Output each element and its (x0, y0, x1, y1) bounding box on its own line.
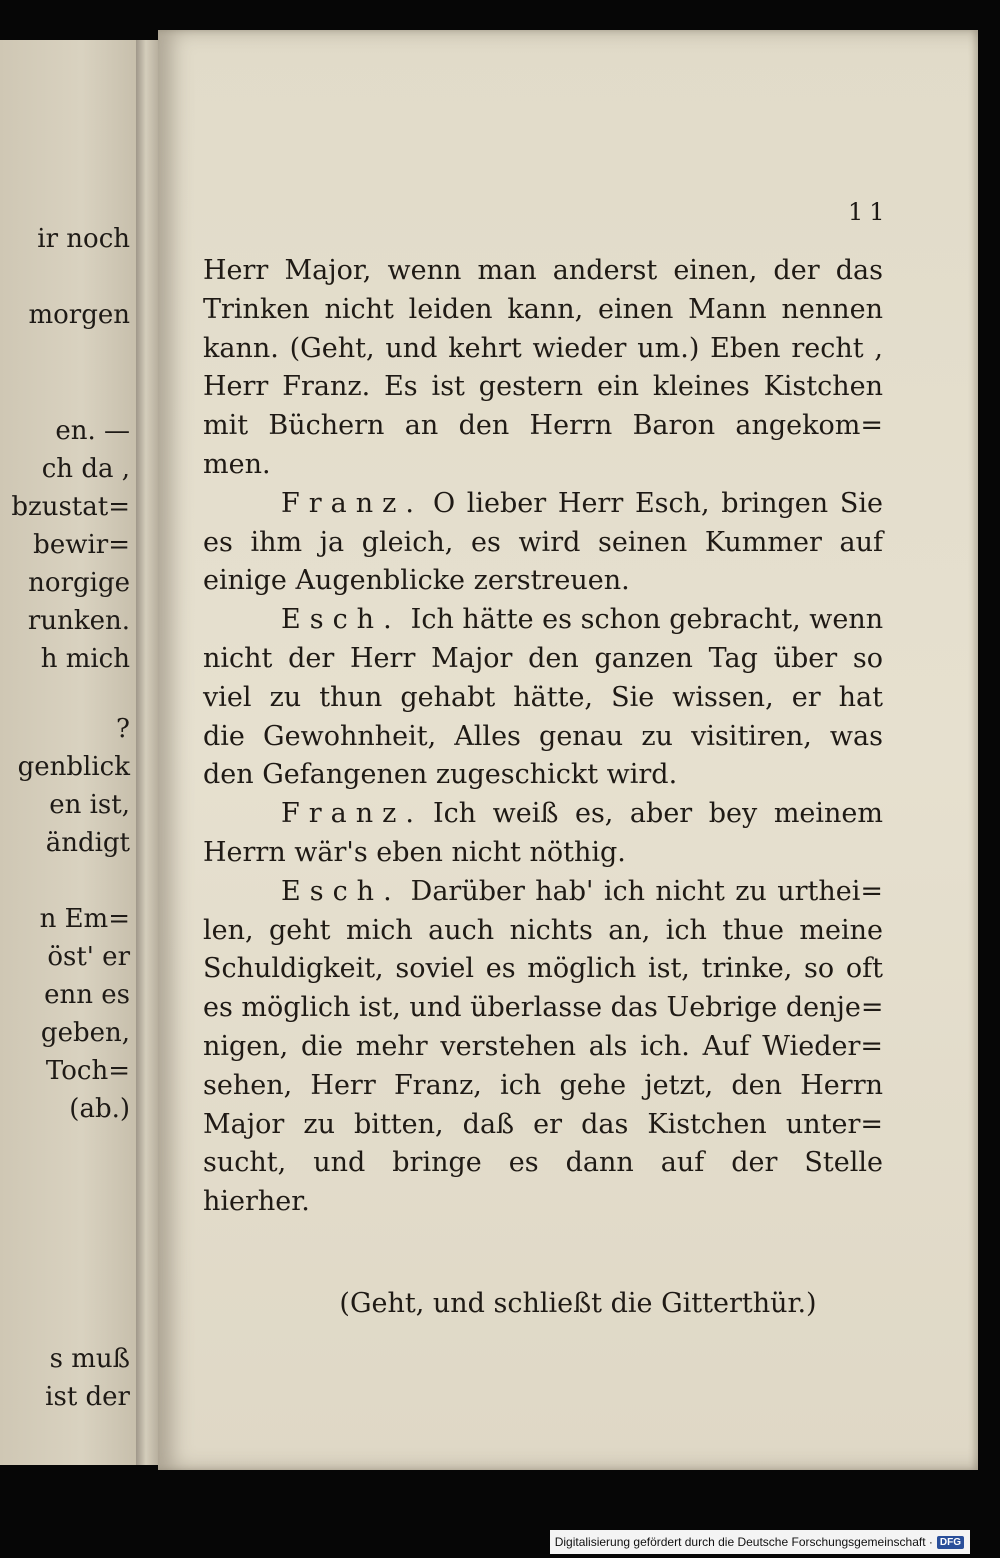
text-line: nicht der Herr Major den ganzen Tag über so (203, 642, 883, 674)
page-number: 11 (848, 198, 891, 226)
left-page-line: ist der (45, 1382, 130, 1412)
line-text: O lieber Herr Esch, bringen Sie (432, 487, 883, 519)
left-page-line: bewir= (33, 530, 130, 560)
speaker-name: Franz. (281, 798, 423, 830)
left-page-line: (ab.) (69, 1094, 130, 1124)
stage-direction: (Geht, und schließt die Gitterthür.) (339, 1288, 817, 1319)
text-line (203, 795, 883, 834)
text-line: Herrn wär's eben nicht nöthig. (203, 836, 626, 868)
text-line: nigen, die mehr verstehen als ich. Auf Wieder= (203, 1030, 883, 1062)
book-page (158, 30, 978, 1470)
text-line: Schuldigkeit, soviel es möglich ist, trinke, so oft (203, 953, 883, 985)
text-line (203, 601, 883, 640)
text-line: es ihm ja gleich, es wird seinen Kummer auf (203, 526, 883, 558)
left-page-line: ändigt (45, 828, 130, 858)
left-page-line: bzustat= (11, 492, 130, 522)
text-line: hierher. (203, 1186, 310, 1218)
text-line: kann. (Geht, und kehrt wieder um.) Eben recht , (203, 332, 883, 364)
text-line: Herr Major, wenn man anderst einen, der das (203, 255, 883, 286)
left-page-line: h mich (40, 644, 130, 674)
text-line: viel zu thun gehabt hätte, Sie wissen, er hat (203, 681, 883, 713)
text-line: die Gewohnheit, Alles genau zu visitiren, was (203, 720, 883, 752)
text-line: den Gefangenen zugeschickt wird. (203, 759, 678, 791)
text-line: len, geht mich auch nichts an, ich thue meine (203, 914, 883, 946)
body-text (203, 252, 883, 1222)
left-page-line: morgen (28, 300, 130, 330)
text-line: sucht, und bringe es dann auf der Stelle (203, 1147, 883, 1179)
left-page-line: en ist, (49, 790, 130, 820)
left-page-fragment (0, 40, 136, 1465)
left-page-line: s muß (49, 1344, 130, 1374)
text-line: einige Augenblicke zerstreuen. (203, 565, 630, 597)
speaker-name: Franz. (281, 487, 423, 519)
left-page-line: ? (116, 714, 130, 744)
text-line (203, 485, 883, 524)
left-page-line: ch da , (41, 454, 130, 484)
left-page-line: genblick (17, 752, 130, 782)
left-page-line: ir noch (37, 224, 130, 254)
text-line: sehen, Herr Franz, ich gehe jetzt, den Herrn (203, 1069, 883, 1101)
page-gutter (136, 40, 158, 1465)
line-text: Ich hätte es schon gebracht, wenn (410, 604, 884, 636)
left-page-line: enn es (44, 980, 130, 1010)
left-page-line: öst' er (47, 942, 130, 972)
line-text: Ich weiß es, aber bey meinem (432, 798, 883, 830)
dfg-logo-icon: DFG (937, 1536, 964, 1549)
text-line: men. (203, 448, 271, 480)
text-line: mit Büchern an den Herrn Baron angekom= (203, 410, 883, 442)
text-line: Major zu bitten, daß er das Kistchen unter= (203, 1108, 883, 1140)
left-page-line: runken. (27, 606, 130, 636)
text-line: es möglich ist, und überlasse das Uebrige denje= (203, 992, 884, 1024)
left-page-line: geben, (40, 1018, 130, 1048)
left-page-line: Toch= (45, 1056, 130, 1086)
left-page-line: norgige (28, 568, 130, 598)
left-page-line: n Em= (39, 904, 130, 934)
digitization-credit (550, 1530, 970, 1554)
speaker-name: Esch. (281, 604, 401, 636)
left-page-line: en. — (55, 416, 130, 446)
credit-text: Digitalisierung gefördert durch die Deutsche Forschungsgemeinschaft · (554, 1535, 933, 1549)
text-line: Trinken nicht leiden kann, einen Mann nennen (203, 293, 883, 325)
speaker-name: Esch. (281, 875, 401, 907)
text-line: Herr Franz. Es ist gestern ein kleines Kistchen (203, 371, 883, 403)
line-text: Darüber hab' ich nicht zu urthei= (410, 875, 883, 907)
text-line (203, 873, 883, 912)
